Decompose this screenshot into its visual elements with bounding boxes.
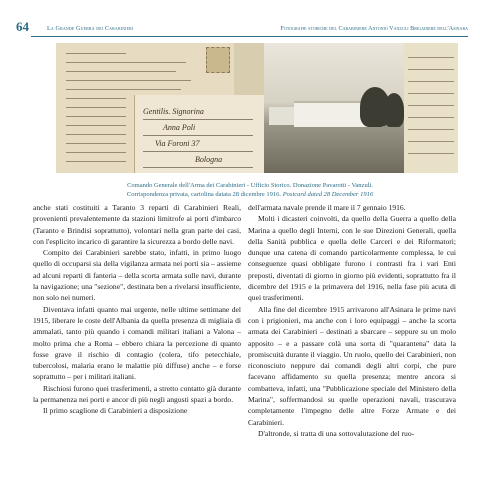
caption-english: Postcard dated 28 December 1916 — [282, 191, 374, 198]
paragraph: dell'armata navale prende il mare il 7 gennaio 1916. — [248, 203, 406, 212]
postcard-address-side — [134, 95, 265, 173]
running-title-left: La Grande Guerra dei Carabinieri — [47, 25, 134, 32]
header-rule — [31, 36, 468, 37]
paragraph: D'altronde, si tratta di una sottovalutazione del ruo- — [258, 428, 415, 438]
paragraph: Alla fine del dicembre 1915 arrivarono all'Asinara le prime navi con i prigionieri, ma anche con i loro equipaggi – anche la scorta armata dei Carabinieri – destinati a sbarcare – seppure su un molo apposito – e a passare colà una sorta di "quarantena" data la promiscuità durante il viaggio. Un ruolo, quello dei Carabinieri, non riconosciuto neppure dai comandi degli altri corpi, che pure facevano affidamento su quella presenza; mentre ancora si combatteva, infatti, una "Pubblicazione speciale del Ministero della Marina", soffermandosi su quelle operazioni navali, trascurava completamente l'impegno delle altre Forze Armate e dei Carabinieri. — [248, 304, 456, 427]
text-column-right — [248, 202, 456, 439]
postage-stamp — [206, 47, 230, 73]
paragraph: Diventava infatti quanto mai urgente, nelle ultime settimane del 1915, liberare le coste dell'Albania da quella presenza di migliaia di ammalati, tanto più quando i comandi militari italiani a Valona – molto prima che a Roma – ebbero chiara la percezione di quanto fosse grave il rischio di contagio (colera, tifo petecchiale, tubercolosi, malaria erano le malattie più diffuse) anche – e forse soprattutto – per i militari italiani. — [33, 304, 241, 382]
paragraph: anche stati costituiti a Taranto 3 reparti di Carabinieri Reali, provenienti prevalentemente da stazioni limitrofe ai porti d'imbarco (Taranto e Brindisi soprattutto), volontari nella gran parte dei casi, con l'esplicito incarico di garantire la sicurezza a bordo delle navi. — [33, 203, 241, 246]
caption-italian: Corrispondenza privata, cartolina datata 28 dicembre 1916. — [126, 191, 282, 198]
address-line-1: Gentilis. Signorina — [143, 107, 204, 116]
address-line-4: Bologna — [195, 155, 223, 164]
address-line-2: Anna Poli — [163, 123, 196, 132]
caption-line-2 — [40, 190, 460, 199]
page-number: 64 — [16, 19, 29, 34]
text-column-left — [33, 202, 241, 417]
paragraph: Rischiosi furono quei trasferimenti, a stretto contatto già durante la permanenza nei porti e ancor di più negli angusti spazi a bordo. — [33, 383, 241, 405]
paragraph: Il primo scaglione di Carabinieri a disposizione — [43, 406, 188, 416]
paragraph: Molti i dicasteri coinvolti, da quello della Guerra a quello della Marina a quello degli Interni, con le sue Direzioni Generali, quella della Sanità pubblica e quella delle Carceri e dei Riformatori; dunque una catena di comando particolarmente complessa, le cui conseguenze quasi obbligate furono i contrasti fra i vari Enti preposti, diventati di giorno in giorno più evidenti, soprattutto fra il dicembre del 1915 e la primavera del 1916, nella fase più acuta di quei trasferimenti. — [248, 214, 456, 303]
page-header — [16, 19, 468, 36]
photo-caption — [40, 181, 460, 199]
building-photo-card — [264, 43, 404, 173]
address-line-3: Via Foroni 37 — [155, 139, 200, 148]
caption-line-1: Comando Generale dell'Arma dei Carabinieri - Ufficio Storico. Donazione Pavarotti - Vanzuli. — [127, 182, 373, 189]
paragraph: Compito dei Carabinieri sarebbe stato, infatti, in primo luogo quello di occuparsi sia della vigilanza armata nei porti sia – assieme ad alcuni reparti di fanteria – della scorta armata sulle navi, durante la navigazione; una "sezione", destinata ben a rivelarsi insufficiente, non solo nei numeri. — [33, 248, 241, 303]
postcard-photograph — [56, 43, 458, 173]
handwritten-postcard-right — [404, 43, 458, 173]
running-title-right: Fotografie storiche del Carabiniere Antonio Vanzuli Brigadiere dell'Asinara — [280, 25, 468, 32]
